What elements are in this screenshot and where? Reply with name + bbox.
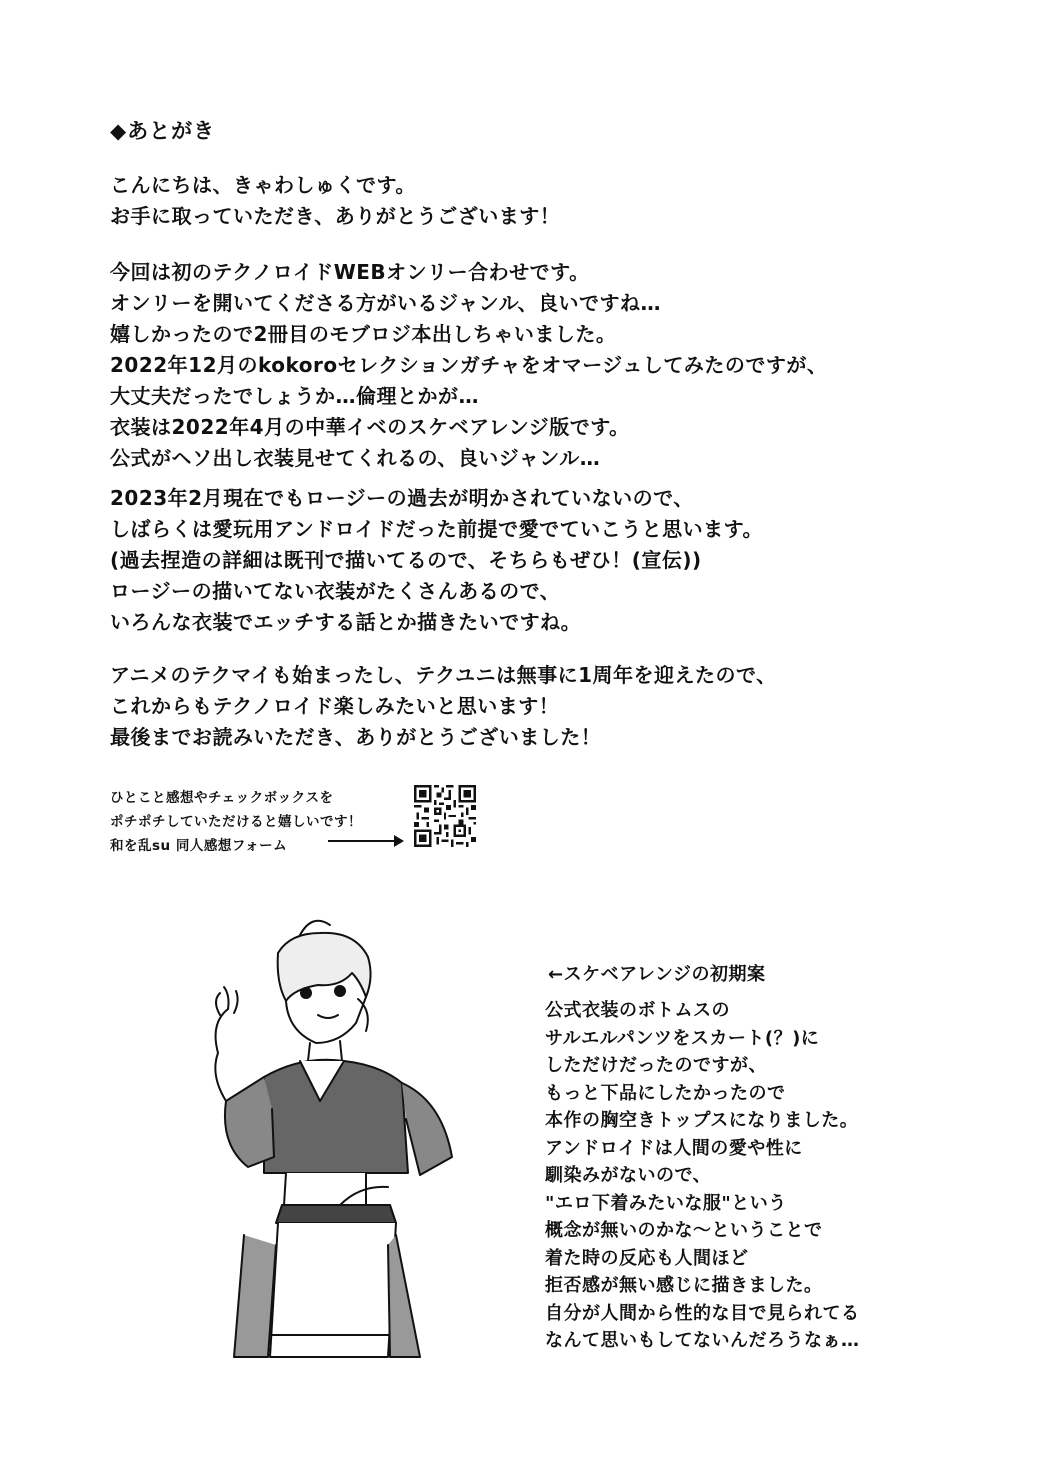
text-line: 最後までお読みいただき、ありがとうございました！ [110, 725, 602, 749]
text-line: こんにちは、きゃわしゅくです。 [110, 173, 416, 197]
text-line: 2023年2月現在でもロージーの過去が明かされていないので、 [110, 486, 694, 510]
feedback-form-label: 和を乱su 同人感想フォーム [110, 838, 288, 854]
text-line: 今回は初のテクノロイドWEBオンリー合わせです。 [110, 260, 590, 284]
text-line: アニメのテクマイも始まったし、テクユニは無事に1周年を迎えたので、 [110, 663, 777, 687]
text-line: お手に取っていただき、ありがとうございます！ [110, 204, 561, 228]
side-note-line: 馴染みがないので、 [545, 1165, 712, 1186]
side-note-line: サルエルパンツをスカート(？)に [545, 1027, 820, 1049]
feedback-line: ポチポチしていただけると嬉しいです！ [110, 814, 362, 830]
side-note-title: ←スケベアレンジの初期案 [548, 964, 766, 985]
text-line: 公式がヘソ出し衣装見せてくれるの、良いジャンル… [110, 446, 601, 470]
feedback-line: ひとこと感想やチェックボックスを [110, 790, 334, 806]
side-note-text [545, 997, 860, 1355]
side-note-line: アンドロイドは人間の愛や性に [545, 1137, 803, 1159]
text-line: これからもテクノロイド楽しみたいと思います！ [110, 694, 560, 718]
character-illustration [190, 905, 500, 1385]
body-paragraph-1 [110, 257, 827, 474]
qr-code-icon[interactable] [414, 785, 476, 847]
arrow-head-icon [394, 835, 404, 847]
side-note-line: しただけだったのですが、 [545, 1055, 767, 1076]
side-note-line: なんて思いもしてないんだろうなぁ… [545, 1330, 860, 1351]
text-line: 衣装は2022年4月の中華イベのスケベアレンジ版です。 [110, 415, 630, 439]
body-paragraph-2 [110, 483, 763, 638]
side-note-line: 公式衣装のボトムスの [545, 1000, 730, 1021]
text-line: オンリーを開いてくださる方がいるジャンル、良いですね… [110, 291, 661, 315]
text-line: ロージーの描いてない衣装がたくさんあるので、 [110, 579, 561, 603]
arrow-right-icon [328, 840, 400, 842]
text-line: (過去捏造の詳細は既刊で描いてるので、そちらもぜひ！(宣伝)) [110, 548, 702, 572]
side-note-line: 拒否感が無い感じに描きました。 [545, 1275, 823, 1296]
text-line: 2022年12月のkokoroセレクションガチャをオマージュしてみたのですが、 [110, 353, 828, 377]
text-line: しばらくは愛玩用アンドロイドだった前提で愛でていこうと思います。 [110, 517, 763, 541]
text-line: 大丈夫だったでしょうか…倫理とかが… [110, 384, 479, 408]
side-note-line: 本作の胸空きトップスになりました。 [545, 1110, 859, 1131]
side-note-line: 自分が人間から性的な目で見られてる [545, 1302, 860, 1324]
text-line: 嬉しかったので2冊目のモブロジ本出しちゃいました。 [110, 322, 617, 346]
feedback-note [110, 786, 362, 858]
body-paragraph-3 [110, 660, 777, 753]
afterword-heading: ◆あとがき [110, 119, 216, 143]
greeting-paragraph [110, 170, 560, 232]
side-note-line: "エロ下着みたいな服"という [545, 1192, 787, 1214]
side-note-line: もっと下品にしたかったので [545, 1082, 786, 1104]
side-note-line: 概念が無いのかな～ということで [545, 1220, 823, 1241]
side-note-line: 着た時の反応も人間ほど [545, 1247, 749, 1269]
text-line: いろんな衣装でエッチする話とか描きたいですね。 [110, 610, 582, 634]
